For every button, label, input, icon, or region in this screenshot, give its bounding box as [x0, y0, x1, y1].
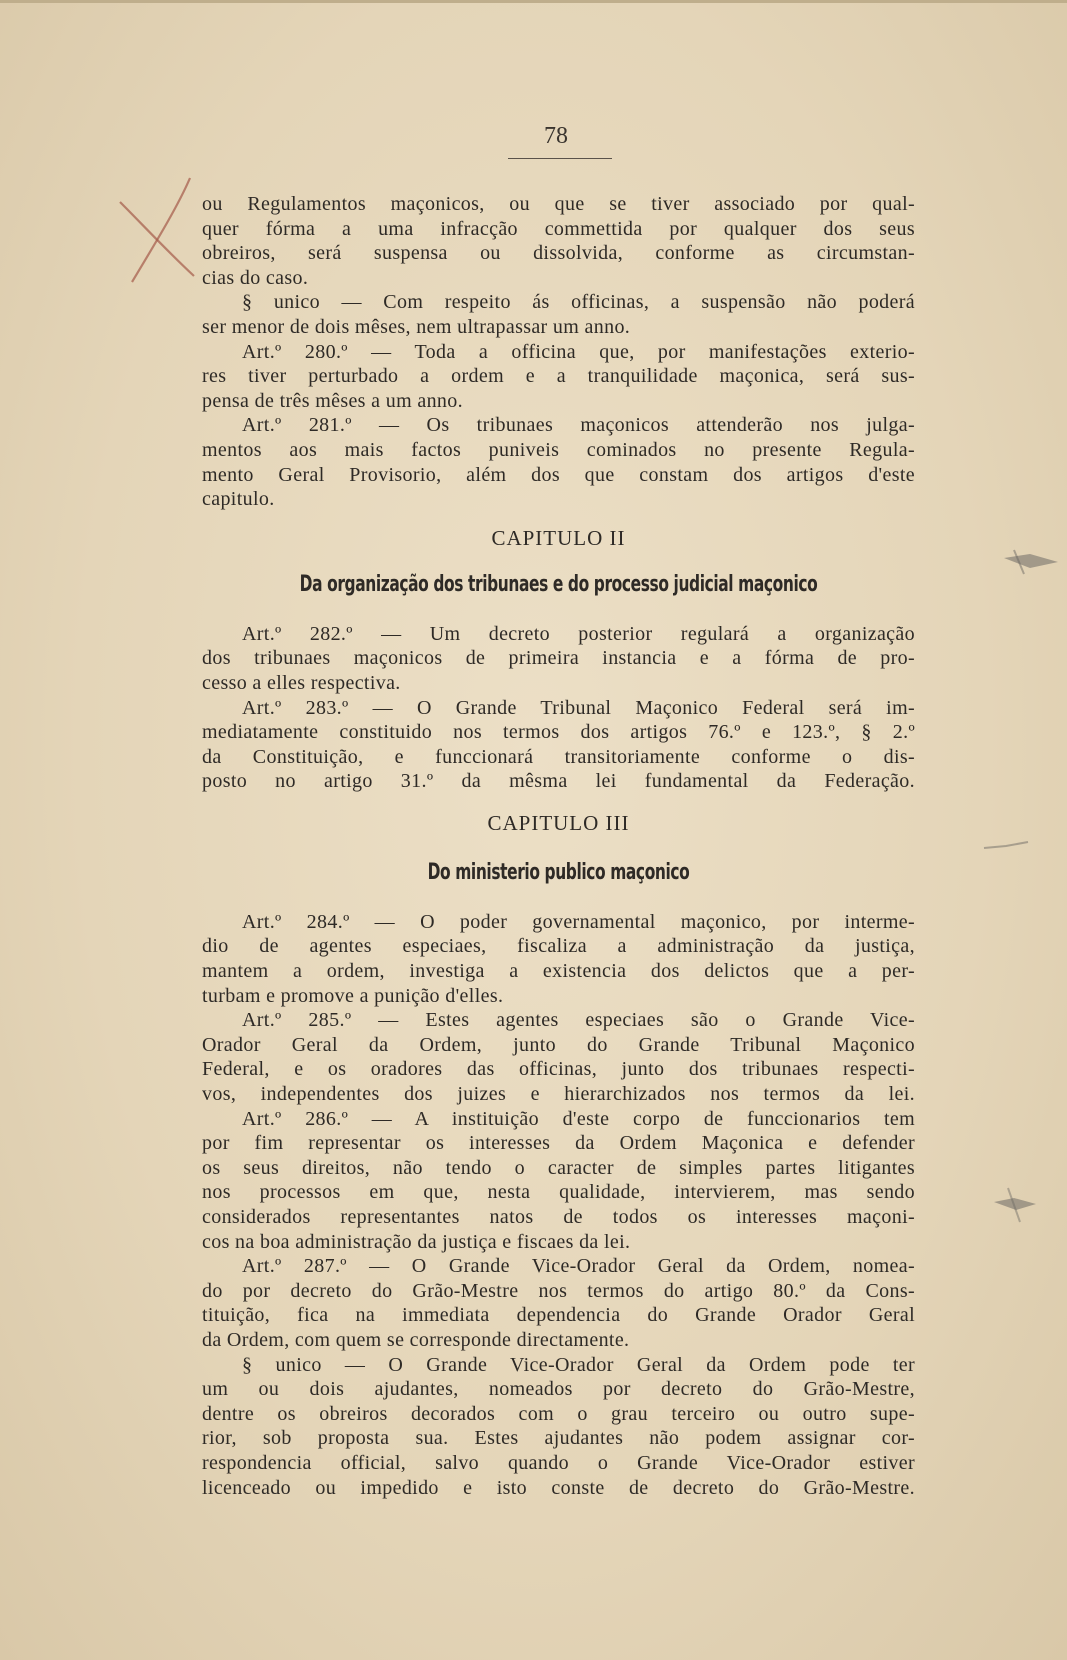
- text-line: Art.º 284.º — O poder governamental maçonico, por interme-: [242, 910, 915, 933]
- page-top-edge: [0, 0, 1067, 3]
- text-line: rior, sob proposta sua. Estes ajudantes não podem assignar cor-: [202, 1427, 915, 1450]
- text-line: turbam e promove a punição d'elles.: [202, 984, 504, 1007]
- chapter-heading: CAPITULO III: [487, 810, 630, 835]
- text-line: por fim representar os interesses da Ordem Maçonica e defender: [202, 1132, 915, 1155]
- margin-smudge-mark: [1000, 540, 1062, 584]
- page-number-rule: [508, 158, 612, 159]
- text-line: mantem a ordem, investiga a existencia dos delictos que a per-: [202, 960, 915, 983]
- text-line: obreiros, será suspensa ou dissolvida, conforme as circumstan-: [202, 242, 915, 265]
- text-line: mento Geral Provisorio, além dos que constam dos artigos d'este: [202, 463, 915, 486]
- text-line: tituição, fica na immediata dependencia do Grande Orador Geral: [202, 1304, 915, 1327]
- text-line: ser menor de dois mêses, nem ultrapassar um anno.: [202, 315, 631, 338]
- margin-smudge-mark: [990, 1180, 1040, 1228]
- text-line: Art.º 287.º — O Grande Vice-Orador Geral da Ordem, nomea-: [242, 1255, 915, 1278]
- text-line: § unico — O Grande Vice-Orador Geral da Ordem pode ter: [242, 1353, 915, 1376]
- text-line: Art.º 281.º — Os tribunaes maçonicos attenderão nos julga-: [242, 414, 915, 437]
- text-line: Art.º 283.º — O Grande Tribunal Maçonico Federal será im-: [242, 696, 915, 719]
- text-line: dentre os obreiros decorados com o grau terceiro ou outro supe-: [202, 1402, 915, 1425]
- text-line: os seus direitos, não tendo o caracter de simples partes litigantes: [202, 1156, 915, 1179]
- text-line: Orador Geral da Ordem, junto do Grande Tribunal Maçonico: [202, 1033, 915, 1056]
- text-line: capitulo.: [202, 488, 275, 511]
- text-line: res tiver perturbado a ordem e a tranquilidade maçonica, será sus-: [202, 365, 915, 388]
- text-line: dio de agentes especiaes, fiscaliza a administração da justiça,: [202, 935, 915, 958]
- section-title: Da organização dos tribunaes e do processo judicial maçonico: [299, 571, 818, 597]
- text-line: do por decreto do Grão-Mestre nos termos do artigo 80.º da Cons-: [202, 1279, 915, 1302]
- text-line: posto no artigo 31.º da mêsma lei fundamental da Federação.: [202, 770, 915, 793]
- text-line: vos, independentes dos juizes e hierarchizados nos termos da lei.: [202, 1083, 915, 1106]
- text-line: cos na boa administração da justiça e fiscaes da lei.: [202, 1230, 631, 1253]
- page-number: 78: [544, 123, 568, 149]
- text-line: Art.º 285.º — Estes agentes especiaes são o Grande Vice-: [242, 1009, 915, 1032]
- margin-smudge-mark: [982, 838, 1030, 854]
- text-line: respondencia official, salvo quando o Grande Vice-Orador estiver: [202, 1451, 915, 1474]
- text-line: § unico — Com respeito ás officinas, a suspensão não poderá: [242, 291, 915, 314]
- text-line: pensa de três mêses a um anno.: [202, 389, 463, 412]
- text-line: dos tribunaes maçonicos de primeira instancia e a fórma de pro-: [202, 647, 915, 670]
- text-line: Art.º 286.º — A instituição d'este corpo de funccionarios tem: [242, 1107, 915, 1130]
- text-line: mentos aos mais factos puniveis cominados no presente Regula-: [202, 438, 915, 461]
- text-line: ou Regulamentos maçonicos, ou que se tiver associado por qual-: [202, 193, 915, 215]
- text-line: considerados representantes natos de todos os interesses maçoni-: [202, 1206, 915, 1228]
- text-line: um ou dois ajudantes, nomeados por decreto do Grão-Mestre,: [202, 1378, 915, 1401]
- text-line: mediatamente constituido nos termos dos artigos 76.º e 123.º, § 2.º: [202, 721, 915, 744]
- text-line: da Constituição, e funccionará transitoriamente conforme o dis-: [202, 745, 915, 768]
- text-line: cias do caso.: [202, 266, 309, 289]
- margin-cross-mark: [112, 172, 202, 288]
- text-line: Federal, e os oradores das officinas, junto dos tribunaes respecti-: [202, 1058, 915, 1081]
- section-title: Do ministerio publico maçonico: [427, 859, 690, 885]
- text-line: quer fórma a uma infracção commettida por qualquer dos seus: [202, 217, 915, 240]
- text-line: Art.º 280.º — Toda a officina que, por manifestações exterio-: [242, 340, 915, 363]
- text-line: da Ordem, com quem se corresponde directamente.: [202, 1328, 630, 1351]
- text-line: licenceado ou impedido e isto conste de decreto do Grão-Mestre.: [202, 1476, 915, 1499]
- body-text: [202, 192, 915, 1500]
- text-line: nos processos em que, nesta qualidade, intervierem, mas sendo: [202, 1181, 915, 1204]
- chapter-heading: CAPITULO II: [491, 525, 626, 550]
- text-line: cesso a elles respectiva.: [202, 671, 401, 694]
- text-line: Art.º 282.º — Um decreto posterior regulará a organização: [242, 622, 915, 645]
